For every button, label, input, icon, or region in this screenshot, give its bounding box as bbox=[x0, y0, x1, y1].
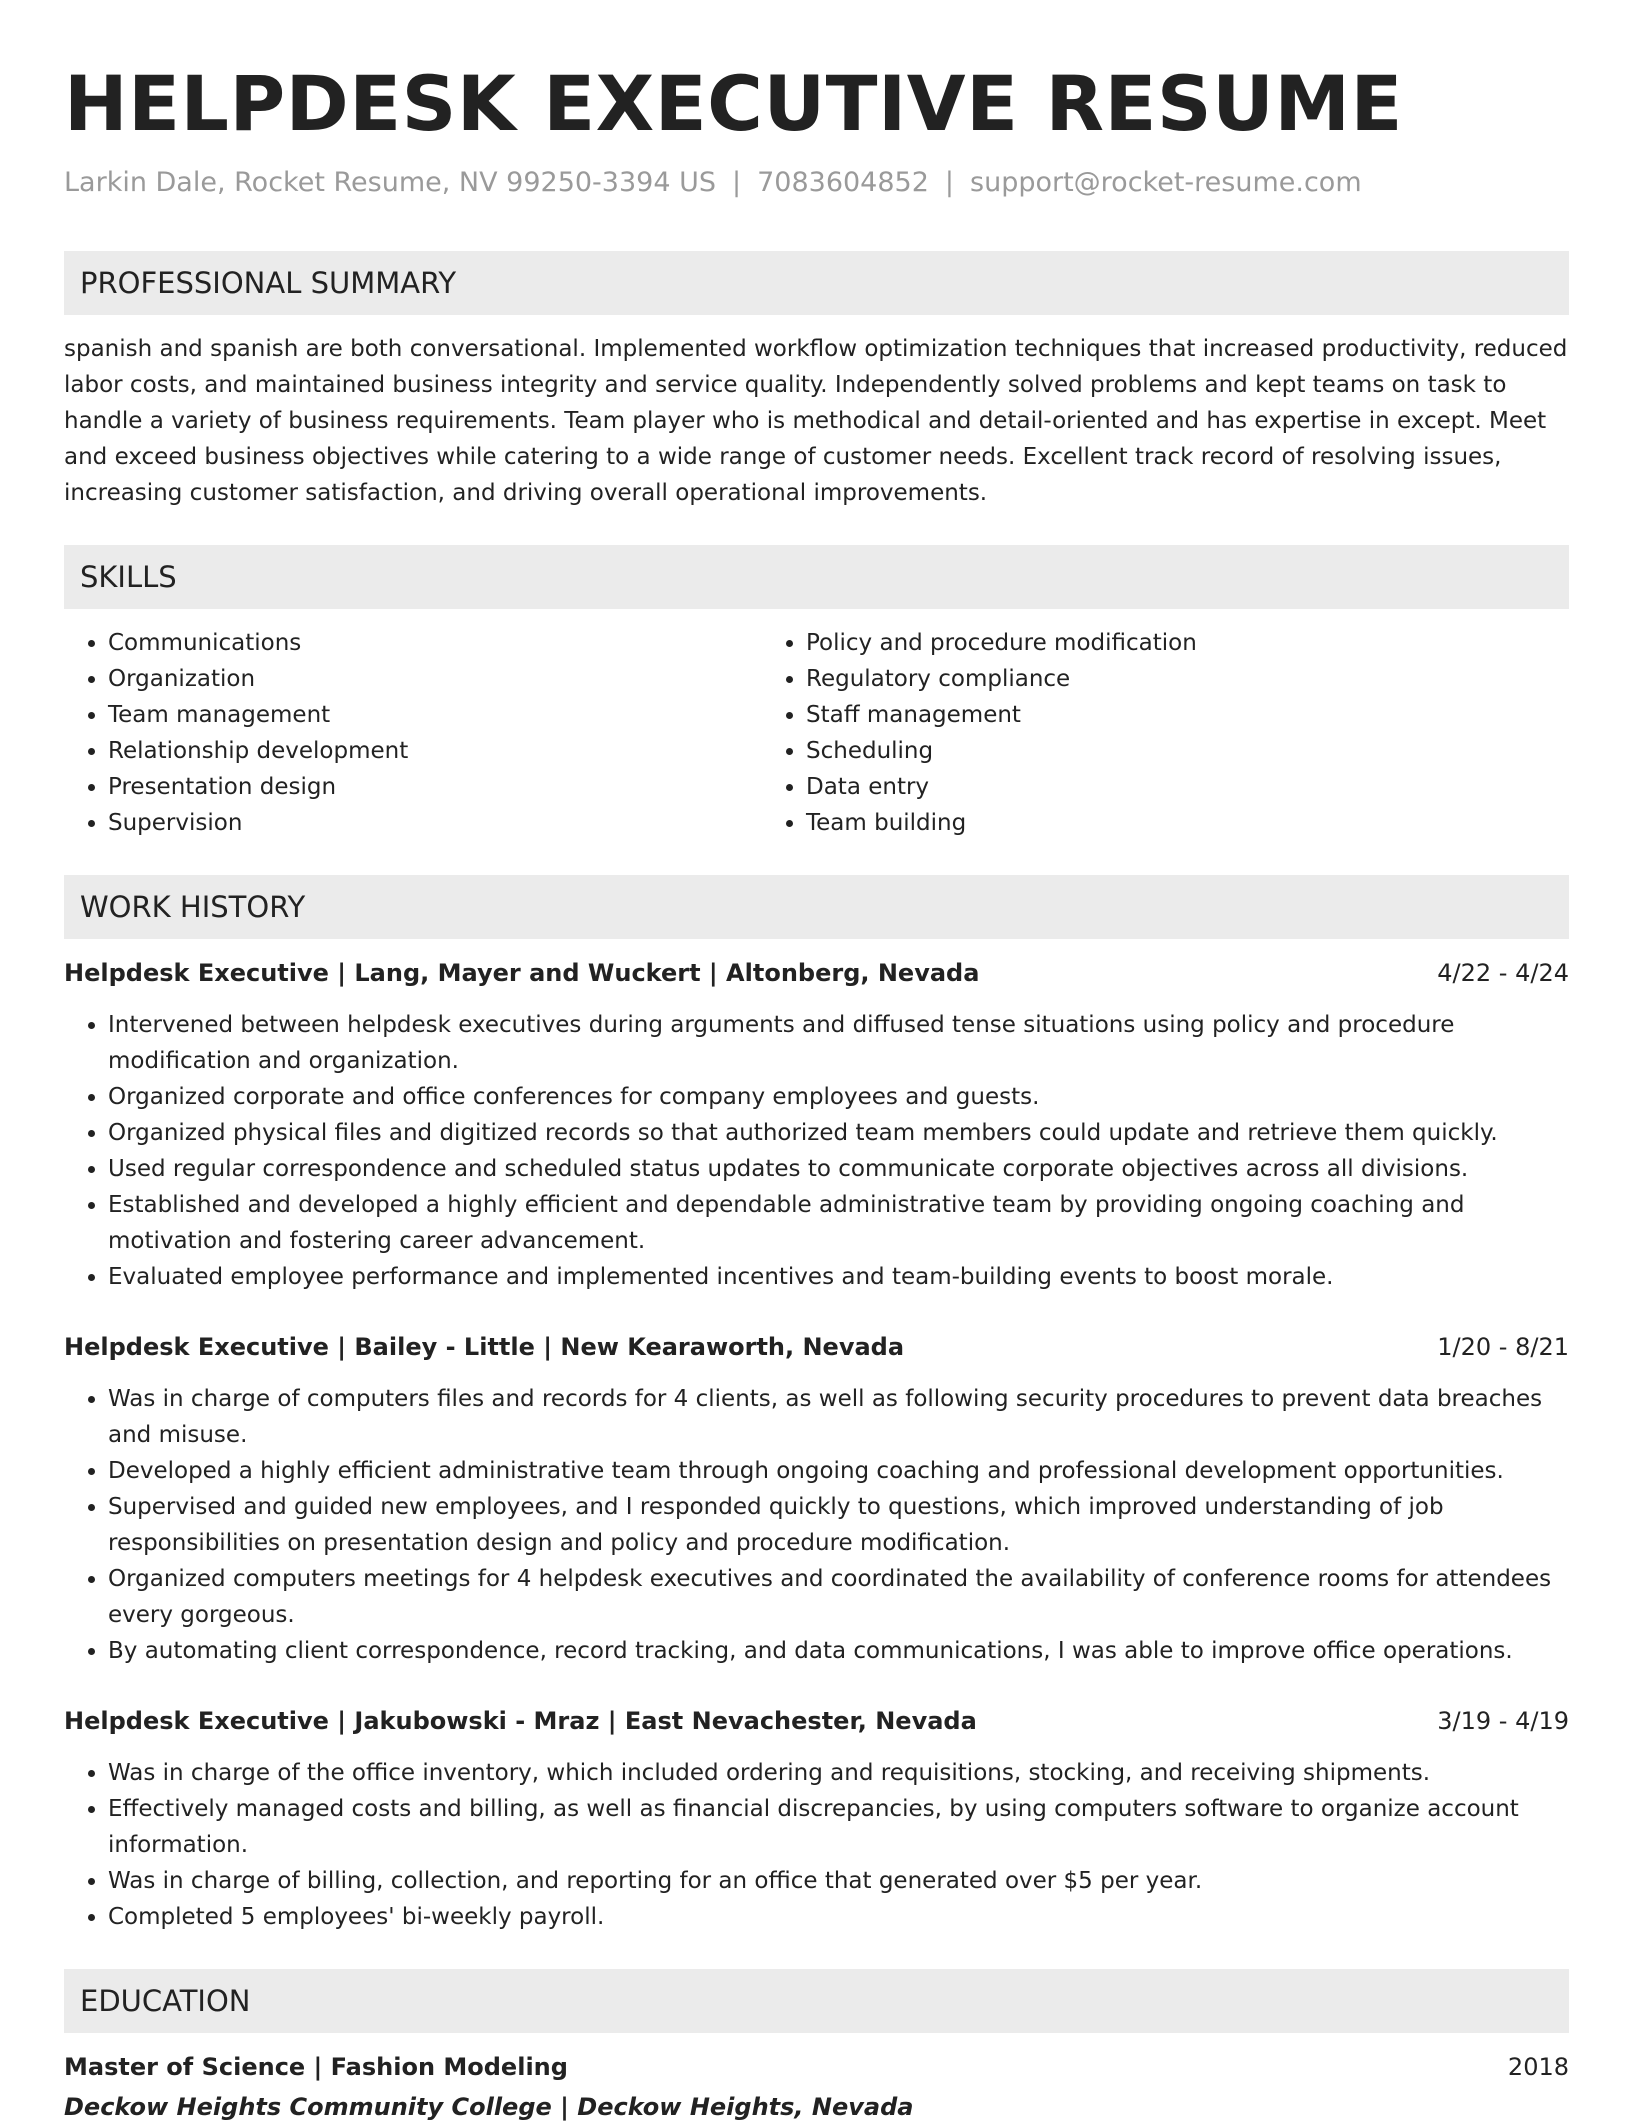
contact-phone: 7083604852 bbox=[757, 167, 929, 198]
job-header bbox=[64, 1329, 1569, 1365]
skill-item: • Team management bbox=[108, 697, 762, 733]
job-entry bbox=[64, 1329, 1569, 1669]
job-bullet: • Supervised and guided new employees, and I responded quickly to questions, which improved understanding of job responsibilities on presentation design and policy and procedure modification. bbox=[108, 1489, 1569, 1561]
job-bullet: • Organized corporate and office conferences for company employees and guests. bbox=[108, 1079, 1569, 1115]
skill-item: • Organization bbox=[108, 661, 762, 697]
section-header-education: EDUCATION bbox=[64, 1969, 1569, 2033]
spacer bbox=[64, 200, 1569, 251]
education-degree: Master of Science | Fashion Modeling bbox=[64, 2053, 568, 2081]
job-bullet: • Evaluated employee performance and implemented incentives and team-building events to boost morale. bbox=[108, 1259, 1569, 1295]
contact-separator: | bbox=[732, 167, 742, 198]
job-bullet: • Used regular correspondence and scheduled status updates to communicate corporate objectives across all divisions. bbox=[108, 1151, 1569, 1187]
job-bullets bbox=[64, 1381, 1569, 1669]
skill-item: • Regulatory compliance bbox=[806, 661, 1569, 697]
skill-item: • Scheduling bbox=[806, 733, 1569, 769]
job-bullets bbox=[64, 1007, 1569, 1295]
job-bullet: • Effectively managed costs and billing, as well as financial discrepancies, by using computers software to organize account information. bbox=[108, 1791, 1569, 1863]
job-date: 4/22 - 4/24 bbox=[1437, 959, 1569, 987]
job-date: 1/20 - 8/21 bbox=[1437, 1333, 1569, 1361]
skill-item: • Team building bbox=[806, 805, 1569, 841]
job-bullet: • Organized computers meetings for 4 helpdesk executives and coordinated the availability of conference rooms for attendees every gorgeous. bbox=[108, 1561, 1569, 1633]
job-bullets bbox=[64, 1755, 1569, 1935]
contact-separator: | bbox=[944, 167, 955, 198]
job-bullet: • Developed a highly efficient administrative team through ongoing coaching and professional development opportunities. bbox=[108, 1453, 1569, 1489]
skill-item: • Presentation design bbox=[108, 769, 762, 805]
job-title: Helpdesk Executive | Bailey - Little | New Kearaworth, Nevada bbox=[64, 1333, 905, 1361]
job-header bbox=[64, 1703, 1569, 1739]
education-entry bbox=[64, 2049, 1569, 2125]
section-header-skills: SKILLS bbox=[64, 545, 1569, 609]
job-bullet: • Was in charge of the office inventory, which included ordering and requisitions, stocking, and receiving shipments. bbox=[108, 1755, 1569, 1791]
job-bullet: • Completed 5 employees' bi-weekly payroll. bbox=[108, 1899, 1569, 1935]
job-entry bbox=[64, 955, 1569, 1295]
skills-list bbox=[64, 625, 1569, 841]
job-bullet: • Was in charge of computers files and records for 4 clients, as well as following security procedures to prevent data breaches and misuse. bbox=[108, 1381, 1569, 1453]
skill-item: • Supervision bbox=[108, 805, 762, 841]
job-bullet: • Was in charge of billing, collection, and reporting for an office that generated over $5 per year. bbox=[108, 1863, 1569, 1899]
education-header bbox=[64, 2049, 1569, 2085]
skill-item: • Communications bbox=[108, 625, 762, 661]
skill-item: • Data entry bbox=[806, 769, 1569, 805]
section-header-work-history: WORK HISTORY bbox=[64, 875, 1569, 939]
job-date: 3/19 - 4/19 bbox=[1437, 1707, 1569, 1735]
skills-column-left bbox=[64, 625, 762, 841]
skill-item: • Relationship development bbox=[108, 733, 762, 769]
job-bullet: • Organized physical files and digitized records so that authorized team members could update and retrieve them quickly. bbox=[108, 1115, 1569, 1151]
job-bullet: • Intervened between helpdesk executives during arguments and diffused tense situations using policy and procedure modification and organization. bbox=[108, 1007, 1569, 1079]
job-entry bbox=[64, 1703, 1569, 1935]
summary-text: spanish and spanish are both conversational. Implemented workflow optimization techniques that increased productivity, reduced labor costs, and maintained business integrity and service quality. Independently solved problems and kept teams on task to handle a variety of business requirements. Team player who is methodical and detail-oriented and has expertise in except. Meet and exceed business objectives while catering to a wide range of customer needs. Excellent track record of resolving issues, increasing customer satisfaction, and driving overall operational improvements. bbox=[64, 336, 1568, 506]
skill-item: • Policy and procedure modification bbox=[806, 625, 1569, 661]
job-title: Helpdesk Executive | Lang, Mayer and Wuckert | Altonberg, Nevada bbox=[64, 959, 980, 987]
job-bullet: • By automating client correspondence, record tracking, and data communications, I was able to improve office operations. bbox=[108, 1633, 1569, 1669]
skill-item: • Staff management bbox=[806, 697, 1569, 733]
contact-email: support@rocket-resume.com bbox=[970, 167, 1362, 198]
contact-address: Larkin Dale, Rocket Resume, NV 99250-3394 US bbox=[64, 167, 716, 198]
job-title: Helpdesk Executive | Jakubowski - Mraz | East Nevachester, Nevada bbox=[64, 1707, 977, 1735]
job-bullet: • Established and developed a highly efficient and dependable administrative team by providing ongoing coaching and motivation and fostering career advancement. bbox=[108, 1187, 1569, 1259]
job-header bbox=[64, 955, 1569, 991]
skills-column-right bbox=[762, 625, 1569, 841]
work-history-list bbox=[64, 955, 1569, 1935]
resume-title: HELPDESK EXECUTIVE RESUME bbox=[64, 59, 1403, 148]
resume-page bbox=[64, 56, 1569, 2125]
section-header-summary: PROFESSIONAL SUMMARY bbox=[64, 251, 1569, 315]
education-school: Deckow Heights Community College | Deckow Heights, Nevada bbox=[64, 2093, 914, 2121]
contact-line bbox=[64, 166, 1569, 200]
education-year: 2018 bbox=[1507, 2053, 1569, 2081]
